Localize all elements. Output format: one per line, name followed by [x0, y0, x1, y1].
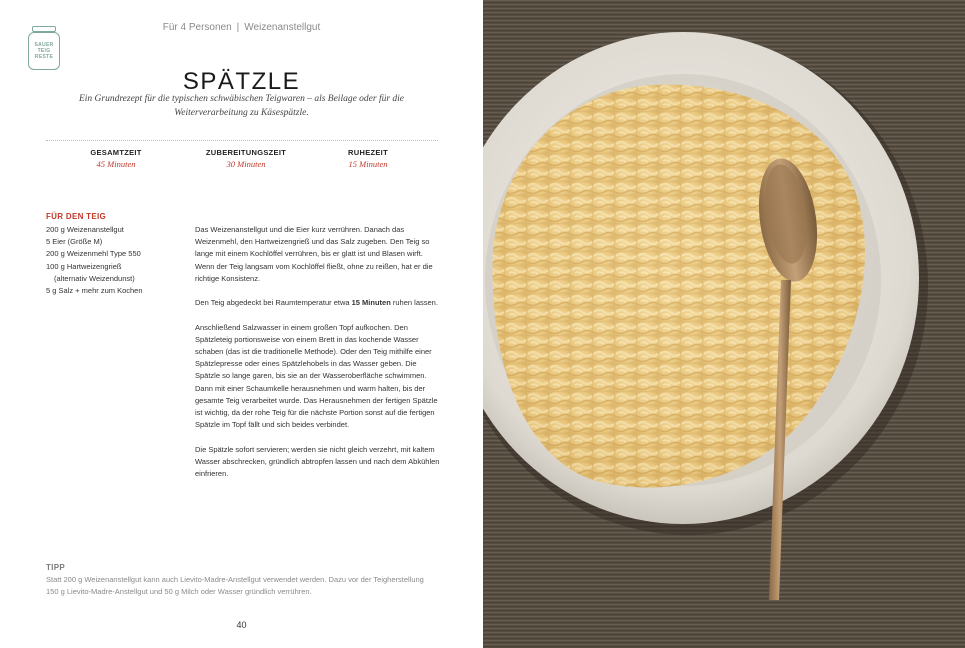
ingredient-item: 5 g Salz + mehr zum Kochen	[46, 286, 143, 296]
instruction-step: Die Spätzle sofort servieren; werden sie nicht gleich verzehrt, mit kaltem Wasser abschrecken, gründlich abtropfen lassen und nach dem Abkühlen einfrieren.	[195, 444, 440, 479]
page-title: SPÄTZLE	[182, 68, 301, 96]
time-label: GESAMTZEIT	[90, 148, 142, 157]
page-number: 40	[236, 620, 247, 630]
breadcrumb	[0, 22, 483, 33]
photo-illustration	[483, 0, 965, 648]
ingredient-item: 200 g Weizenanstellgut	[46, 225, 124, 234]
time-label: RUHEZEIT	[348, 148, 388, 157]
recipe-intro: Ein Grundrezept für die typischen schwäbischen Teigwaren – als Beilage oder für die Weiterverarbeitung zu Käsespätzle.	[78, 94, 405, 118]
time-value: 45 Minuten	[96, 159, 136, 169]
step-text: Den Teig abgedeckt bei Raumtemperatur etwa	[195, 298, 352, 308]
badge-line: SAUER	[34, 42, 54, 48]
time-label: ZUBEREITUNGSZEIT	[205, 148, 287, 157]
tip-heading: TIPP	[46, 563, 65, 572]
instruction-step: Anschließend Salzwasser in einem großen Topf aufkochen. Den Spätzleteig portionsweise von einem Brett in das kochende Wasser schaben (das ist die traditionelle Methode). Oder den Teig mithilfe einer Spätzlepresse oder eines Spätzlehobels in das Wasser geben. Die Spätzle so lange garen, bis sie an der Wasseroberfläche schwimmen. Dann mit einer Schaumkelle herausnehmen und warm halten, bis der gesamte Teig verarbeitet wurde. Das Herausnehmen der fertigen Spätzle ist wichtig, da der rohe Teig für die nächste Portion sonst auf die fertigen Spätzle im Topf fällt und sich beides verbindet.	[195, 322, 438, 430]
badge-line: TEIG	[37, 48, 51, 54]
step-emphasis: 15 Minuten	[351, 298, 391, 308]
ingredient-item: 5 Eier (Größe M)	[46, 237, 103, 247]
rest-time	[308, 148, 428, 169]
badge-line: RESTE	[34, 54, 54, 60]
total-time	[56, 148, 176, 169]
jar-label	[28, 32, 60, 70]
ingredients-list	[46, 224, 143, 297]
instruction-step: Das Weizenanstellgut und die Eier kurz verrühren. Danach das Weizenmehl, den Hartweizengrieß und das Salz zugeben. Den Teig so lange mit einem Kochlöffel verrühren, bis er glatt ist und Blasen wirft. Wenn der Teig langsam vom Kochlöffel fließt, ohne zu reißen, hat er die richtige Konsistenz.	[195, 225, 433, 283]
spaetzle-photo	[483, 0, 965, 648]
time-value: 15 Minuten	[348, 159, 388, 169]
instructions	[195, 224, 440, 492]
tip-text: Statt 200 g Weizenanstellgut kann auch Lievito-Madre-Anstellgut verwendet werden. Dazu vor der Teigherstellung 150 g Lievito-Madre-Anstellgut und 50 g Milch oder Wasser gründlich verrühren.	[46, 575, 424, 597]
servings: Für 4 Personen	[162, 22, 232, 33]
ingredient-item: 100 g Hartweizengrieß	[46, 261, 122, 271]
ingredient-item: (alternativ Weizendunst)	[54, 273, 135, 283]
ingredient-item: 200 g Weizenmehl Type 550	[46, 249, 141, 259]
time-value: 30 Minuten	[226, 159, 266, 169]
breadcrumb-separator: |	[236, 22, 240, 33]
step-text: ruhen lassen.	[390, 298, 438, 308]
prep-time	[186, 148, 306, 169]
instruction-step	[195, 297, 440, 309]
ingredients-heading: FÜR DEN TEIG	[46, 212, 107, 221]
category: Weizenanstellgut	[244, 22, 321, 33]
dotted-divider	[46, 140, 438, 141]
